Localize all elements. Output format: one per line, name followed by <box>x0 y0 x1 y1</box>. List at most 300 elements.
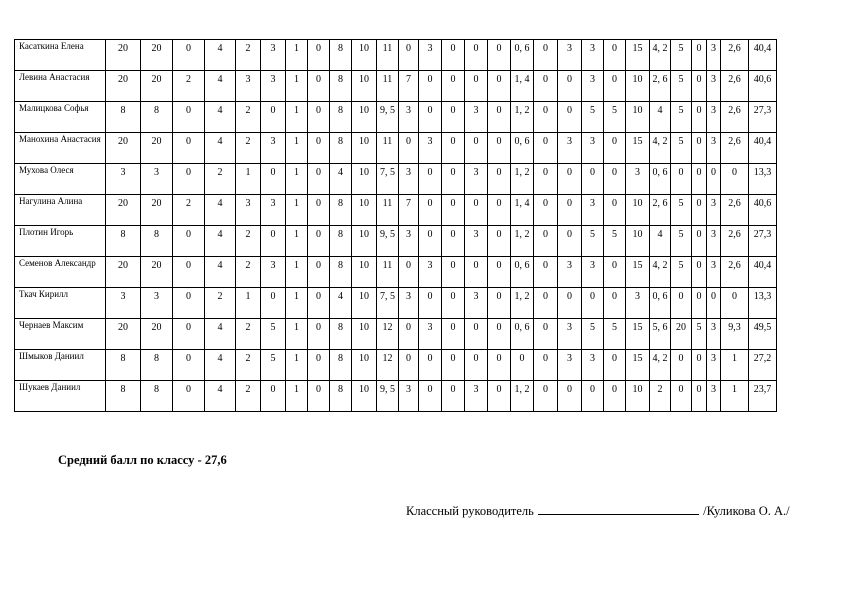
table-cell <box>692 71 707 102</box>
cell-value: 3 <box>590 353 595 364</box>
cell-value: 0 <box>543 74 548 85</box>
cell-value: 0 <box>567 167 572 178</box>
cell-value: 0 <box>270 384 276 395</box>
table-cell <box>582 350 604 381</box>
table-cell <box>205 71 236 102</box>
cell-value: 3 <box>406 105 411 116</box>
cell-value: 12 <box>382 322 393 333</box>
cell-value: 0 <box>427 167 433 178</box>
cell-value: 0 <box>696 136 702 147</box>
table-cell <box>419 71 442 102</box>
table-cell <box>488 257 511 288</box>
cell-value: 4, 2 <box>652 136 668 147</box>
cell-value: 0 <box>543 322 548 333</box>
cell-value: 0 <box>316 291 321 302</box>
table-cell <box>534 226 558 257</box>
cell-value: 1 <box>732 384 737 395</box>
cell-value: 0 <box>543 136 548 147</box>
cell-value: 0 <box>567 229 572 240</box>
table-cell <box>141 164 173 195</box>
cell-value: 5 <box>678 229 684 240</box>
table-cell <box>488 319 511 350</box>
cell-value: 8 <box>120 105 126 116</box>
table-cell <box>205 40 236 71</box>
student-name: Шукаев Даниил <box>15 381 106 412</box>
cell-value: 3 <box>270 198 276 209</box>
table-cell <box>261 71 286 102</box>
table-cell <box>205 257 236 288</box>
cell-value: 2,6 <box>728 260 741 271</box>
table-cell <box>141 288 173 319</box>
cell-value: 2, 6 <box>652 198 668 209</box>
table-cell <box>236 133 261 164</box>
table-row <box>15 133 777 164</box>
cell-value: 0 <box>450 384 456 395</box>
cell-value: 0 <box>590 384 595 395</box>
table-cell <box>511 350 534 381</box>
table-row <box>15 257 777 288</box>
table-cell <box>261 195 286 226</box>
cell-value: 0 <box>316 167 321 178</box>
table-cell <box>352 71 377 102</box>
cell-value: 2,6 <box>728 105 741 116</box>
table-cell <box>604 102 626 133</box>
cell-value: 1, 2 <box>514 167 530 178</box>
table-cell <box>330 319 352 350</box>
cell-value: 23,7 <box>753 384 772 395</box>
cell-value: 1, 4 <box>514 74 530 85</box>
table-cell <box>141 133 173 164</box>
cell-value: 3 <box>427 322 433 333</box>
cell-value: 8 <box>120 384 126 395</box>
cell-value: 2,6 <box>728 136 741 147</box>
cell-value: 15 <box>632 260 643 271</box>
cell-value: 12 <box>382 353 393 364</box>
table-cell <box>286 102 308 133</box>
cell-value: 3 <box>245 74 251 85</box>
cell-value: 0 <box>696 384 702 395</box>
table-cell <box>558 350 582 381</box>
cell-value: 0 <box>678 353 684 364</box>
cell-value: 2 <box>245 384 251 395</box>
table-cell <box>721 319 749 350</box>
cell-value: 0 <box>696 353 702 364</box>
table-cell <box>261 319 286 350</box>
cell-value: 5 <box>678 43 684 54</box>
cell-value: 5 <box>612 322 617 333</box>
table-cell <box>749 350 777 381</box>
cell-value: 0 <box>696 229 702 240</box>
table-cell <box>671 102 692 133</box>
signature-line <box>538 503 699 515</box>
cell-value: 4 <box>217 105 223 116</box>
table-cell <box>236 319 261 350</box>
table-cell <box>442 164 465 195</box>
signature-label: Классный руководитель <box>406 504 534 518</box>
table-cell <box>173 381 205 412</box>
cell-value: 0 <box>186 136 191 147</box>
grades-table-body <box>15 40 777 412</box>
table-cell <box>511 164 534 195</box>
table-cell <box>582 40 604 71</box>
table-cell <box>308 381 330 412</box>
cell-value: 2,6 <box>728 198 741 209</box>
table-cell <box>286 40 308 71</box>
table-cell <box>205 288 236 319</box>
table-cell <box>465 102 488 133</box>
table-cell <box>106 133 141 164</box>
table-cell <box>330 71 352 102</box>
cell-value: 2 <box>245 260 251 271</box>
signature-block <box>406 503 790 519</box>
table-cell <box>205 350 236 381</box>
cell-value: 0 <box>270 291 276 302</box>
cell-value: 0 <box>316 105 321 116</box>
table-cell <box>419 226 442 257</box>
table-row <box>15 164 777 195</box>
table-cell <box>582 71 604 102</box>
cell-value: 20 <box>118 198 128 209</box>
table-cell <box>377 288 399 319</box>
cell-value: 0 <box>427 291 433 302</box>
cell-value: 3 <box>635 291 640 302</box>
cell-value: 0 <box>406 260 411 271</box>
cell-value: 3 <box>245 198 251 209</box>
table-cell <box>721 257 749 288</box>
cell-value: 0 <box>496 384 502 395</box>
cell-value: 5 <box>678 260 684 271</box>
table-row <box>15 102 777 133</box>
table-cell <box>465 257 488 288</box>
table-cell <box>604 226 626 257</box>
cell-value: 0 <box>186 353 191 364</box>
table-cell <box>330 133 352 164</box>
cell-value: 0 <box>427 74 433 85</box>
table-cell <box>352 381 377 412</box>
table-cell <box>261 288 286 319</box>
table-cell <box>650 381 671 412</box>
table-cell <box>721 71 749 102</box>
table-cell <box>173 226 205 257</box>
cell-value: 0 <box>496 74 502 85</box>
table-cell <box>377 40 399 71</box>
cell-value: 3 <box>473 384 479 395</box>
cell-value: 20 <box>151 43 162 54</box>
cell-value: 40,6 <box>753 74 772 85</box>
table-cell <box>650 226 671 257</box>
cell-value: 8 <box>154 353 159 364</box>
table-cell <box>534 381 558 412</box>
cell-value: 0, 6 <box>514 260 530 271</box>
table-cell <box>558 257 582 288</box>
table-cell <box>442 195 465 226</box>
table-cell <box>286 226 308 257</box>
cell-value: 3 <box>567 43 572 54</box>
cell-value: 10 <box>359 105 369 116</box>
cell-value: 10 <box>359 291 369 302</box>
cell-value: 0 <box>496 260 502 271</box>
table-cell <box>352 164 377 195</box>
cell-value: 11 <box>382 198 393 209</box>
cell-value: 1 <box>294 353 299 364</box>
cell-value: 8 <box>338 136 343 147</box>
table-cell <box>626 288 650 319</box>
table-cell <box>465 71 488 102</box>
cell-value: 0 <box>543 198 548 209</box>
cell-value: 2 <box>245 43 251 54</box>
table-cell <box>692 288 707 319</box>
cell-value: 20 <box>151 136 162 147</box>
table-cell <box>650 71 671 102</box>
cell-value: 9, 5 <box>380 229 395 240</box>
table-cell <box>173 288 205 319</box>
cell-value: 4 <box>217 74 223 85</box>
cell-value: 40,6 <box>753 198 772 209</box>
cell-value: 20 <box>151 260 162 271</box>
cell-value: 0 <box>590 291 595 302</box>
cell-value: 0 <box>450 322 456 333</box>
cell-value: 0 <box>406 43 411 54</box>
table-cell <box>419 133 442 164</box>
table-cell <box>236 226 261 257</box>
table-cell <box>308 102 330 133</box>
cell-value: 10 <box>359 136 369 147</box>
table-cell <box>442 288 465 319</box>
cell-value: 0, 6 <box>514 136 530 147</box>
student-name: Шмыков Даниил <box>15 350 106 381</box>
table-cell <box>377 102 399 133</box>
table-cell <box>308 40 330 71</box>
table-row <box>15 350 777 381</box>
table-cell <box>377 195 399 226</box>
cell-value: 0 <box>450 136 456 147</box>
cell-value: 20 <box>118 43 128 54</box>
table-cell <box>419 350 442 381</box>
table-cell <box>534 350 558 381</box>
cell-value: 5 <box>270 322 276 333</box>
cell-value: 40,4 <box>753 136 772 147</box>
table-cell <box>604 164 626 195</box>
cell-value: 8 <box>338 198 343 209</box>
cell-value: 2 <box>657 384 663 395</box>
cell-value: 8 <box>338 322 343 333</box>
cell-value: 3 <box>270 74 276 85</box>
table-cell <box>749 226 777 257</box>
table-cell <box>106 195 141 226</box>
table-cell <box>205 195 236 226</box>
table-cell <box>604 381 626 412</box>
cell-value: 10 <box>359 229 369 240</box>
cell-value: 0 <box>612 74 617 85</box>
table-cell <box>558 102 582 133</box>
table-cell <box>692 133 707 164</box>
cell-value: 8 <box>338 384 343 395</box>
table-cell <box>558 40 582 71</box>
table-cell <box>511 381 534 412</box>
table-cell <box>488 164 511 195</box>
table-cell <box>511 102 534 133</box>
cell-value: 27,2 <box>753 353 772 364</box>
table-cell <box>141 195 173 226</box>
table-cell <box>173 164 205 195</box>
cell-value: 0 <box>316 353 321 364</box>
table-cell <box>173 257 205 288</box>
table-cell <box>650 133 671 164</box>
table-cell <box>173 133 205 164</box>
table-cell <box>141 40 173 71</box>
table-cell <box>671 257 692 288</box>
cell-value: 0 <box>473 136 479 147</box>
table-cell <box>707 226 721 257</box>
cell-value: 0 <box>567 105 572 116</box>
student-name: Манохина Анастасия <box>15 133 106 164</box>
table-cell <box>721 164 749 195</box>
cell-value: 3 <box>567 322 572 333</box>
student-name: Нагулина Алина <box>15 195 106 226</box>
cell-value: 10 <box>359 353 369 364</box>
student-name: Малицкова Софья <box>15 102 106 133</box>
cell-value: 0 <box>678 384 684 395</box>
table-cell <box>582 257 604 288</box>
table-cell <box>692 319 707 350</box>
table-cell <box>650 102 671 133</box>
table-cell <box>261 226 286 257</box>
cell-value: 0 <box>450 291 456 302</box>
cell-value: 0 <box>427 198 433 209</box>
cell-value: 0 <box>406 136 411 147</box>
grades-table <box>14 39 777 412</box>
cell-value: 0 <box>567 198 572 209</box>
table-cell <box>205 319 236 350</box>
table-cell <box>671 381 692 412</box>
cell-value: 0 <box>496 105 502 116</box>
table-cell <box>399 350 419 381</box>
cell-value: 10 <box>359 322 369 333</box>
cell-value: 0 <box>678 167 684 178</box>
cell-value: 7, 5 <box>380 291 395 302</box>
cell-value: 40,4 <box>753 260 772 271</box>
table-cell <box>286 381 308 412</box>
cell-value: 4 <box>217 43 223 54</box>
cell-value: 0 <box>186 260 191 271</box>
table-cell <box>330 257 352 288</box>
table-cell <box>308 257 330 288</box>
cell-value: 3 <box>120 167 126 178</box>
table-cell <box>749 257 777 288</box>
table-cell <box>707 71 721 102</box>
table-cell <box>707 381 721 412</box>
cell-value: 11 <box>382 74 393 85</box>
table-cell <box>442 381 465 412</box>
table-cell <box>106 319 141 350</box>
cell-value: 0 <box>496 353 502 364</box>
table-cell <box>604 288 626 319</box>
cell-value: 0 <box>543 167 548 178</box>
table-cell <box>442 257 465 288</box>
table-cell <box>286 319 308 350</box>
cell-value: 3 <box>473 105 479 116</box>
cell-value: 0 <box>450 260 456 271</box>
cell-value: 0 <box>427 384 433 395</box>
cell-value: 27,3 <box>753 105 772 116</box>
table-cell <box>352 195 377 226</box>
table-cell <box>377 257 399 288</box>
cell-value: 8 <box>338 74 343 85</box>
cell-value: 1 <box>294 167 299 178</box>
table-cell <box>671 133 692 164</box>
cell-value: 4 <box>657 105 663 116</box>
table-cell <box>534 102 558 133</box>
table-cell <box>671 195 692 226</box>
cell-value: 20 <box>151 74 162 85</box>
cell-value: 4 <box>217 353 223 364</box>
cell-value: 5 <box>678 136 684 147</box>
cell-value: 2 <box>186 74 191 85</box>
table-cell <box>488 102 511 133</box>
table-cell <box>442 71 465 102</box>
cell-value: 0, 6 <box>514 322 530 333</box>
cell-value: 3 <box>154 167 159 178</box>
table-cell <box>534 288 558 319</box>
table-cell <box>465 164 488 195</box>
table-cell <box>173 71 205 102</box>
cell-value: 0 <box>496 198 502 209</box>
table-cell <box>707 288 721 319</box>
cell-value: 1 <box>294 260 299 271</box>
cell-value: 0 <box>186 167 191 178</box>
cell-value: 0 <box>450 353 456 364</box>
cell-value: 11 <box>382 136 393 147</box>
table-cell <box>236 350 261 381</box>
table-cell <box>604 71 626 102</box>
table-cell <box>692 257 707 288</box>
cell-value: 1 <box>294 384 299 395</box>
table-cell <box>749 102 777 133</box>
cell-value: 49,5 <box>753 322 772 333</box>
table-cell <box>236 257 261 288</box>
table-cell <box>419 288 442 319</box>
cell-value: 0 <box>473 43 479 54</box>
table-cell <box>604 350 626 381</box>
table-cell <box>626 164 650 195</box>
table-cell <box>626 319 650 350</box>
table-cell <box>205 226 236 257</box>
cell-value: 4 <box>338 167 343 178</box>
cell-value: 0 <box>316 260 321 271</box>
cell-value: 1, 2 <box>514 229 530 240</box>
cell-value: 3 <box>590 198 595 209</box>
table-cell <box>650 350 671 381</box>
table-cell <box>399 381 419 412</box>
cell-value: 0 <box>612 198 617 209</box>
cell-value: 3 <box>406 291 411 302</box>
cell-value: 3 <box>711 353 716 364</box>
cell-value: 5 <box>590 105 595 116</box>
cell-value: 0 <box>496 167 502 178</box>
cell-value: 0 <box>316 198 321 209</box>
cell-value: 4 <box>657 229 663 240</box>
cell-value: 0 <box>543 229 548 240</box>
table-cell <box>399 226 419 257</box>
table-cell <box>419 102 442 133</box>
cell-value: 8 <box>338 353 343 364</box>
table-cell <box>582 102 604 133</box>
cell-value: 9, 5 <box>380 105 395 116</box>
table-cell <box>106 350 141 381</box>
table-cell <box>671 164 692 195</box>
cell-value: 0 <box>696 43 702 54</box>
cell-value: 0 <box>450 105 456 116</box>
